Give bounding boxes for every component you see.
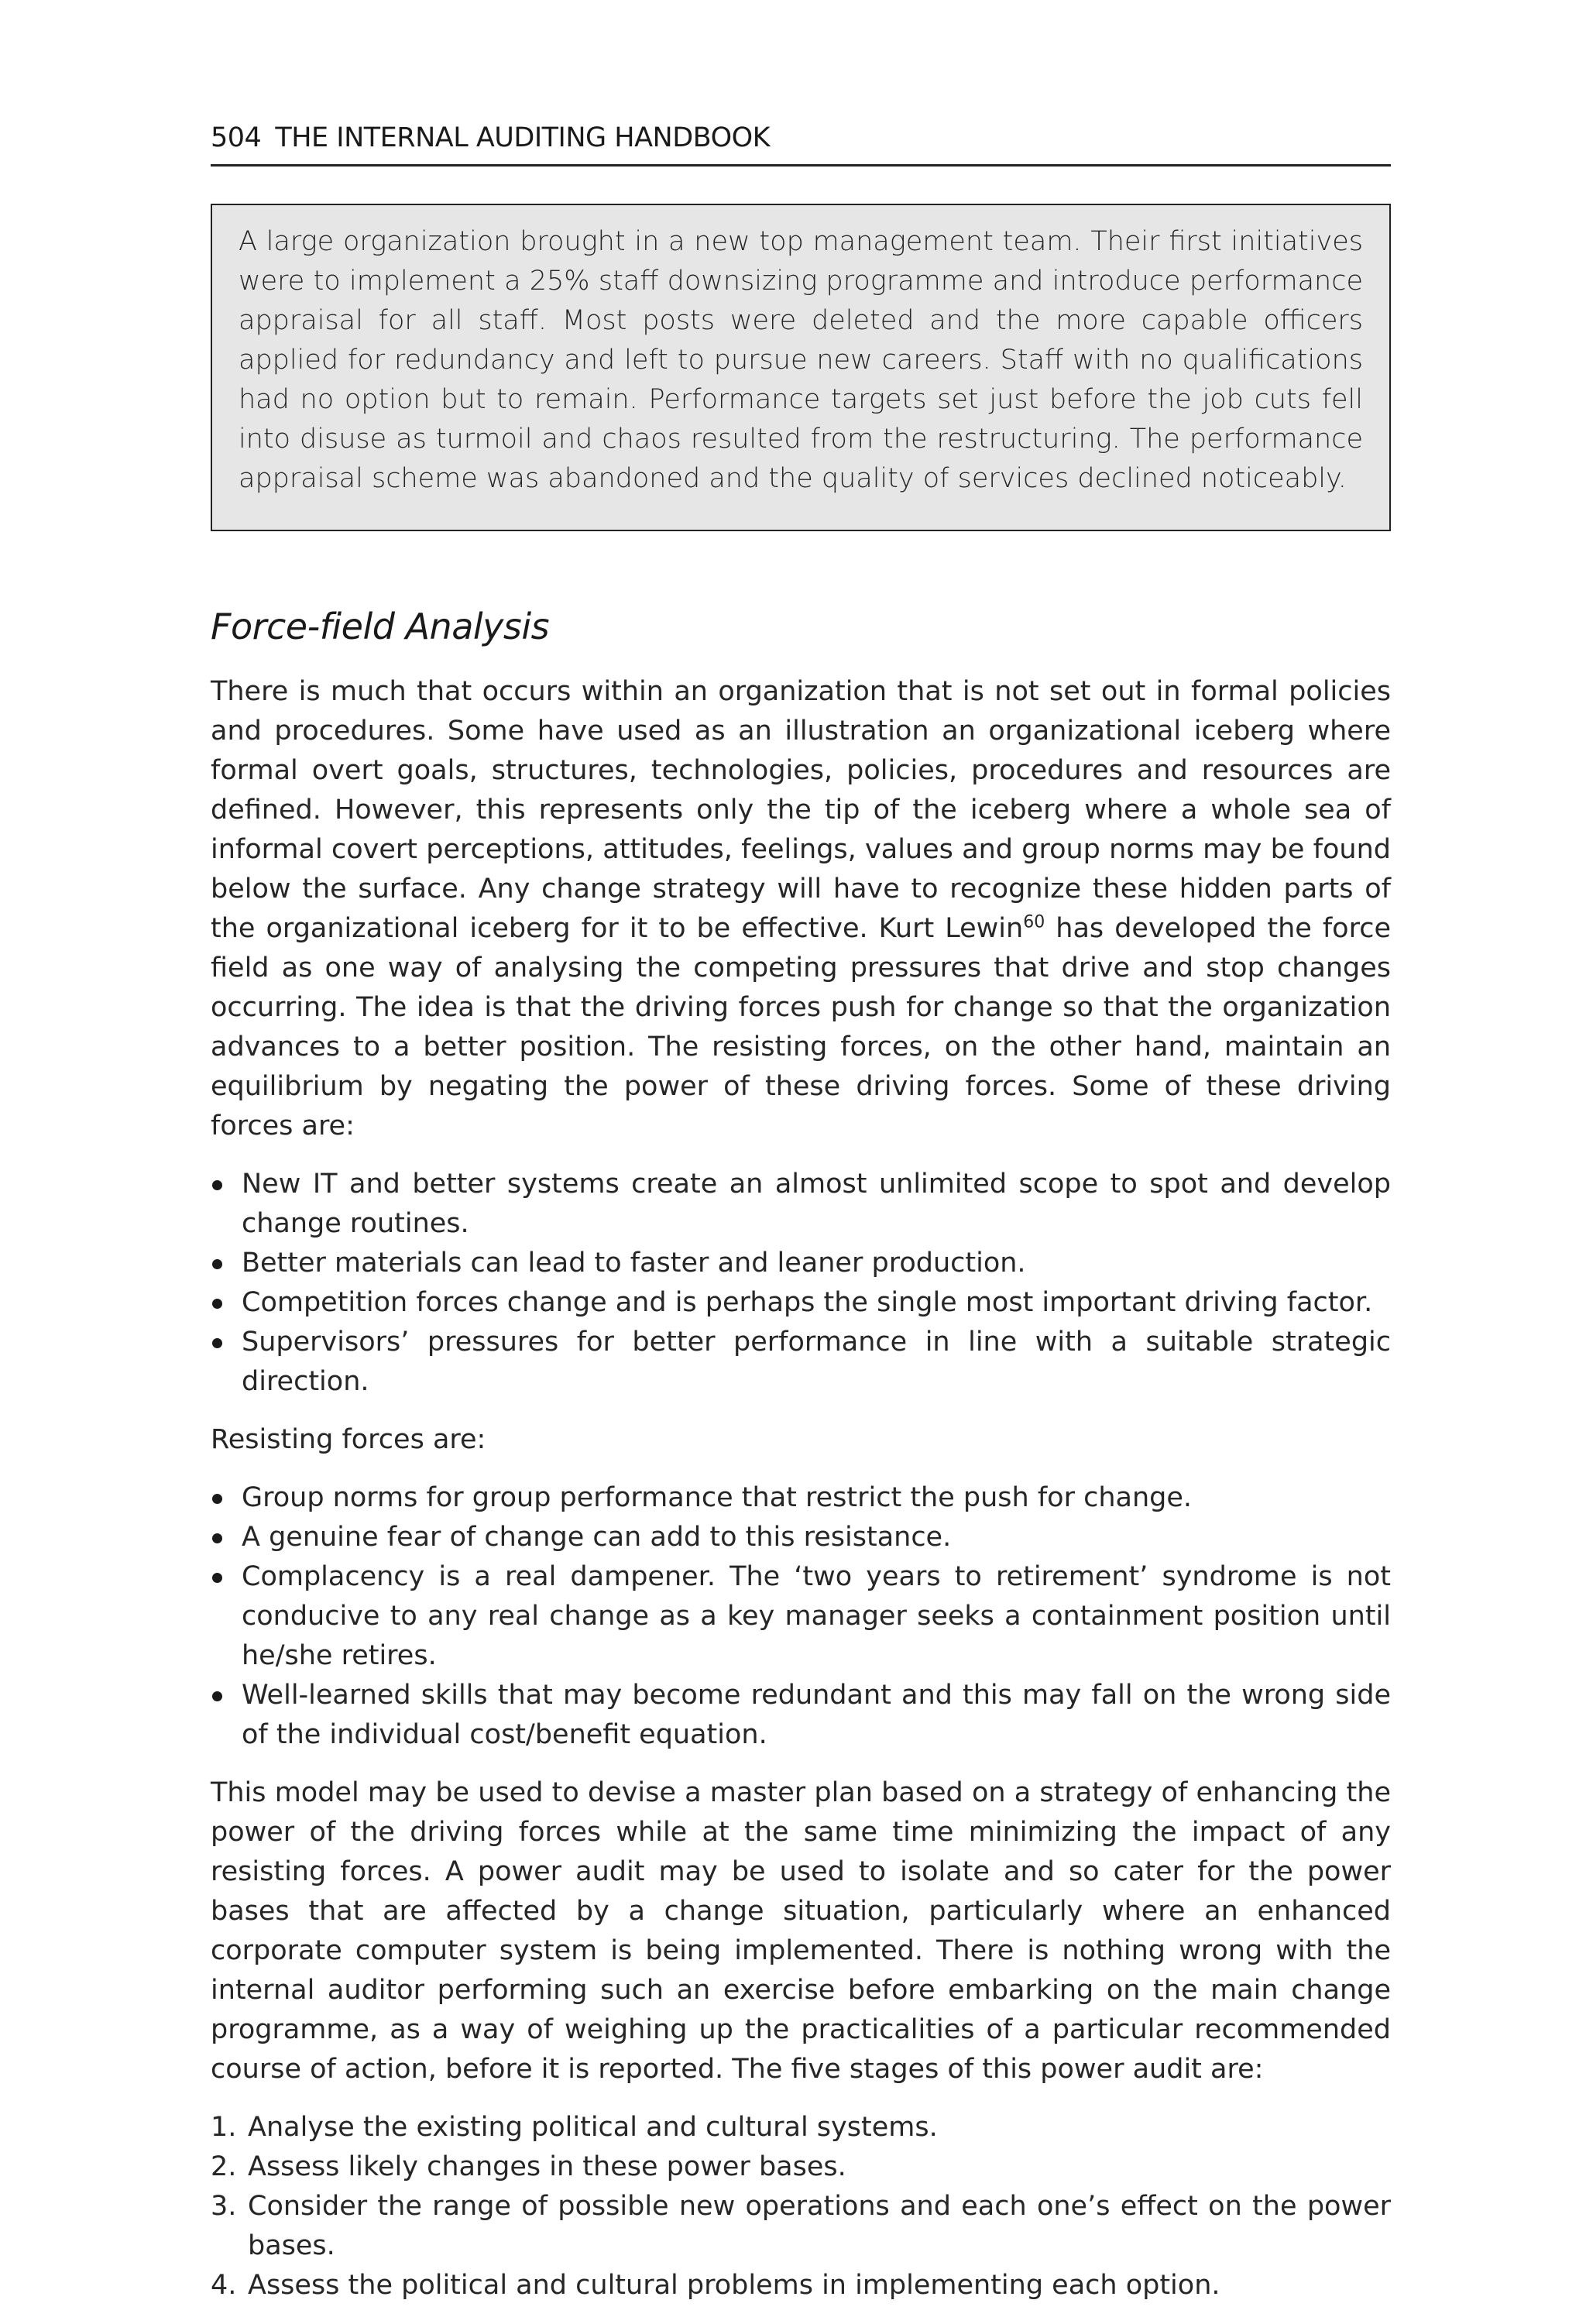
page-number: 504 — [211, 122, 262, 153]
list-item: 4. Assess the political and cultural problems in implementing each option. — [211, 2266, 1391, 2305]
stage-number: 3. — [211, 2191, 237, 2222]
bullet-icon — [212, 1259, 222, 1269]
bullet-icon — [212, 1338, 222, 1348]
bullet-icon — [212, 1533, 222, 1543]
intro-paragraph — [211, 672, 1391, 1146]
bullet-icon — [212, 1573, 222, 1583]
resisting-forces-intro: Resisting forces are: — [211, 1424, 486, 1455]
model-paragraph: This model may be used to devise a master plan based on a strategy of enhancing the power of the driving forces while at the same time minimizing the impact of any resisting forces. A power audit may be used to isolate and so cater for the power bases that are affected by a change situation, particularly where an enhanced corporate computer system is being implemented. There is nothing wrong with the internal auditor performing such an exercise before embarking on the main change programme, as a way of weighing up the practicalities of a particular recommended course of action, before it is reported. The five stages of this power audit are: — [211, 1777, 1391, 2085]
list-item: Complacency is a real dampener. The ‘two years to retirement’ syndrome is not conducive to any real change as a key manager seeks a containment position until he/she retires. — [211, 1557, 1391, 1676]
book-page — [211, 116, 1391, 2324]
footnote-reference: 60 — [1023, 912, 1045, 932]
intro-text-part2: has developed the force field as one way of analysing the competing pressures that drive and stop changes occurring. The idea is that the driving forces push for change so that the organization advances to a better position. The resisting forces, on the other hand, maintain an equilibrium by negating the power of these driving forces. Some of these driving forces are: — [211, 913, 1391, 1141]
resisting-forces-list — [211, 1478, 1391, 1755]
section-heading: Force-field Analysis — [211, 606, 550, 647]
list-item: 1. Analyse the existing political and cultural systems. — [211, 2108, 1391, 2147]
bullet-icon — [212, 1299, 222, 1309]
stage-number: 4. — [211, 2270, 237, 2301]
list-item: Competition forces change and is perhaps the single most important driving factor. — [211, 1283, 1391, 1323]
list-item: Better materials can lead to faster and leaner production. — [211, 1244, 1391, 1283]
bullet-icon — [212, 1180, 222, 1190]
list-item: 3. Consider the range of possible new operations and each one’s effect on the power bases. — [211, 2187, 1391, 2266]
list-item: 2. Assess likely changes in these power bases. — [211, 2147, 1391, 2187]
power-audit-stages-list — [211, 2108, 1391, 2305]
stage-number: 1. — [211, 2112, 237, 2143]
bullet-icon — [212, 1691, 222, 1701]
case-study-box — [211, 204, 1391, 531]
list-item: Well-learned skills that may become redundant and this may fall on the wrong side of the individual cost/benefit equation. — [211, 1676, 1391, 1755]
running-head — [211, 116, 1391, 166]
intro-text-part1: There is much that occurs within an organization that is not set out in formal policies and procedures. Some have used as an illustration an organizational iceberg where formal overt goals, structures, technologies, policies, procedures and resources are defined. However, this represents only the tip of the iceberg where a whole sea of informal covert perceptions, attitudes, feelings, values and group norms may be found below the surface. Any change strategy will have to recognize these hidden parts of the organizational iceberg for it to be effective. Kurt Lewin — [211, 676, 1391, 944]
list-item: Supervisors’ pressures for better performance in line with a suitable strategic direction. — [211, 1323, 1391, 1402]
stage-number: 2. — [211, 2151, 237, 2182]
list-item: Group norms for group performance that restrict the push for change. — [211, 1478, 1391, 1518]
case-study-text: A large organization brought in a new top management team. Their first initiatives were to implement a 25% staff downsizing programme and introduce performance appraisal for all staff. Most posts were deleted and the more capable officers applied for redundancy and left to pursue new careers. Staff with no qualifications had no option but to remain. Performance targets set just before the job cuts fell into disuse as turmoil and chaos resulted from the restructuring. The performance appraisal scheme was abandoned and the quality of services declined noticeably. — [239, 226, 1363, 494]
list-item: New IT and better systems create an almost unlimited scope to spot and develop change routines. — [211, 1165, 1391, 1244]
list-item: A genuine fear of change can add to this resistance. — [211, 1518, 1391, 1557]
driving-forces-list — [211, 1165, 1391, 1402]
book-title: THE INTERNAL AUDITING HANDBOOK — [275, 122, 771, 153]
bullet-icon — [212, 1494, 222, 1504]
